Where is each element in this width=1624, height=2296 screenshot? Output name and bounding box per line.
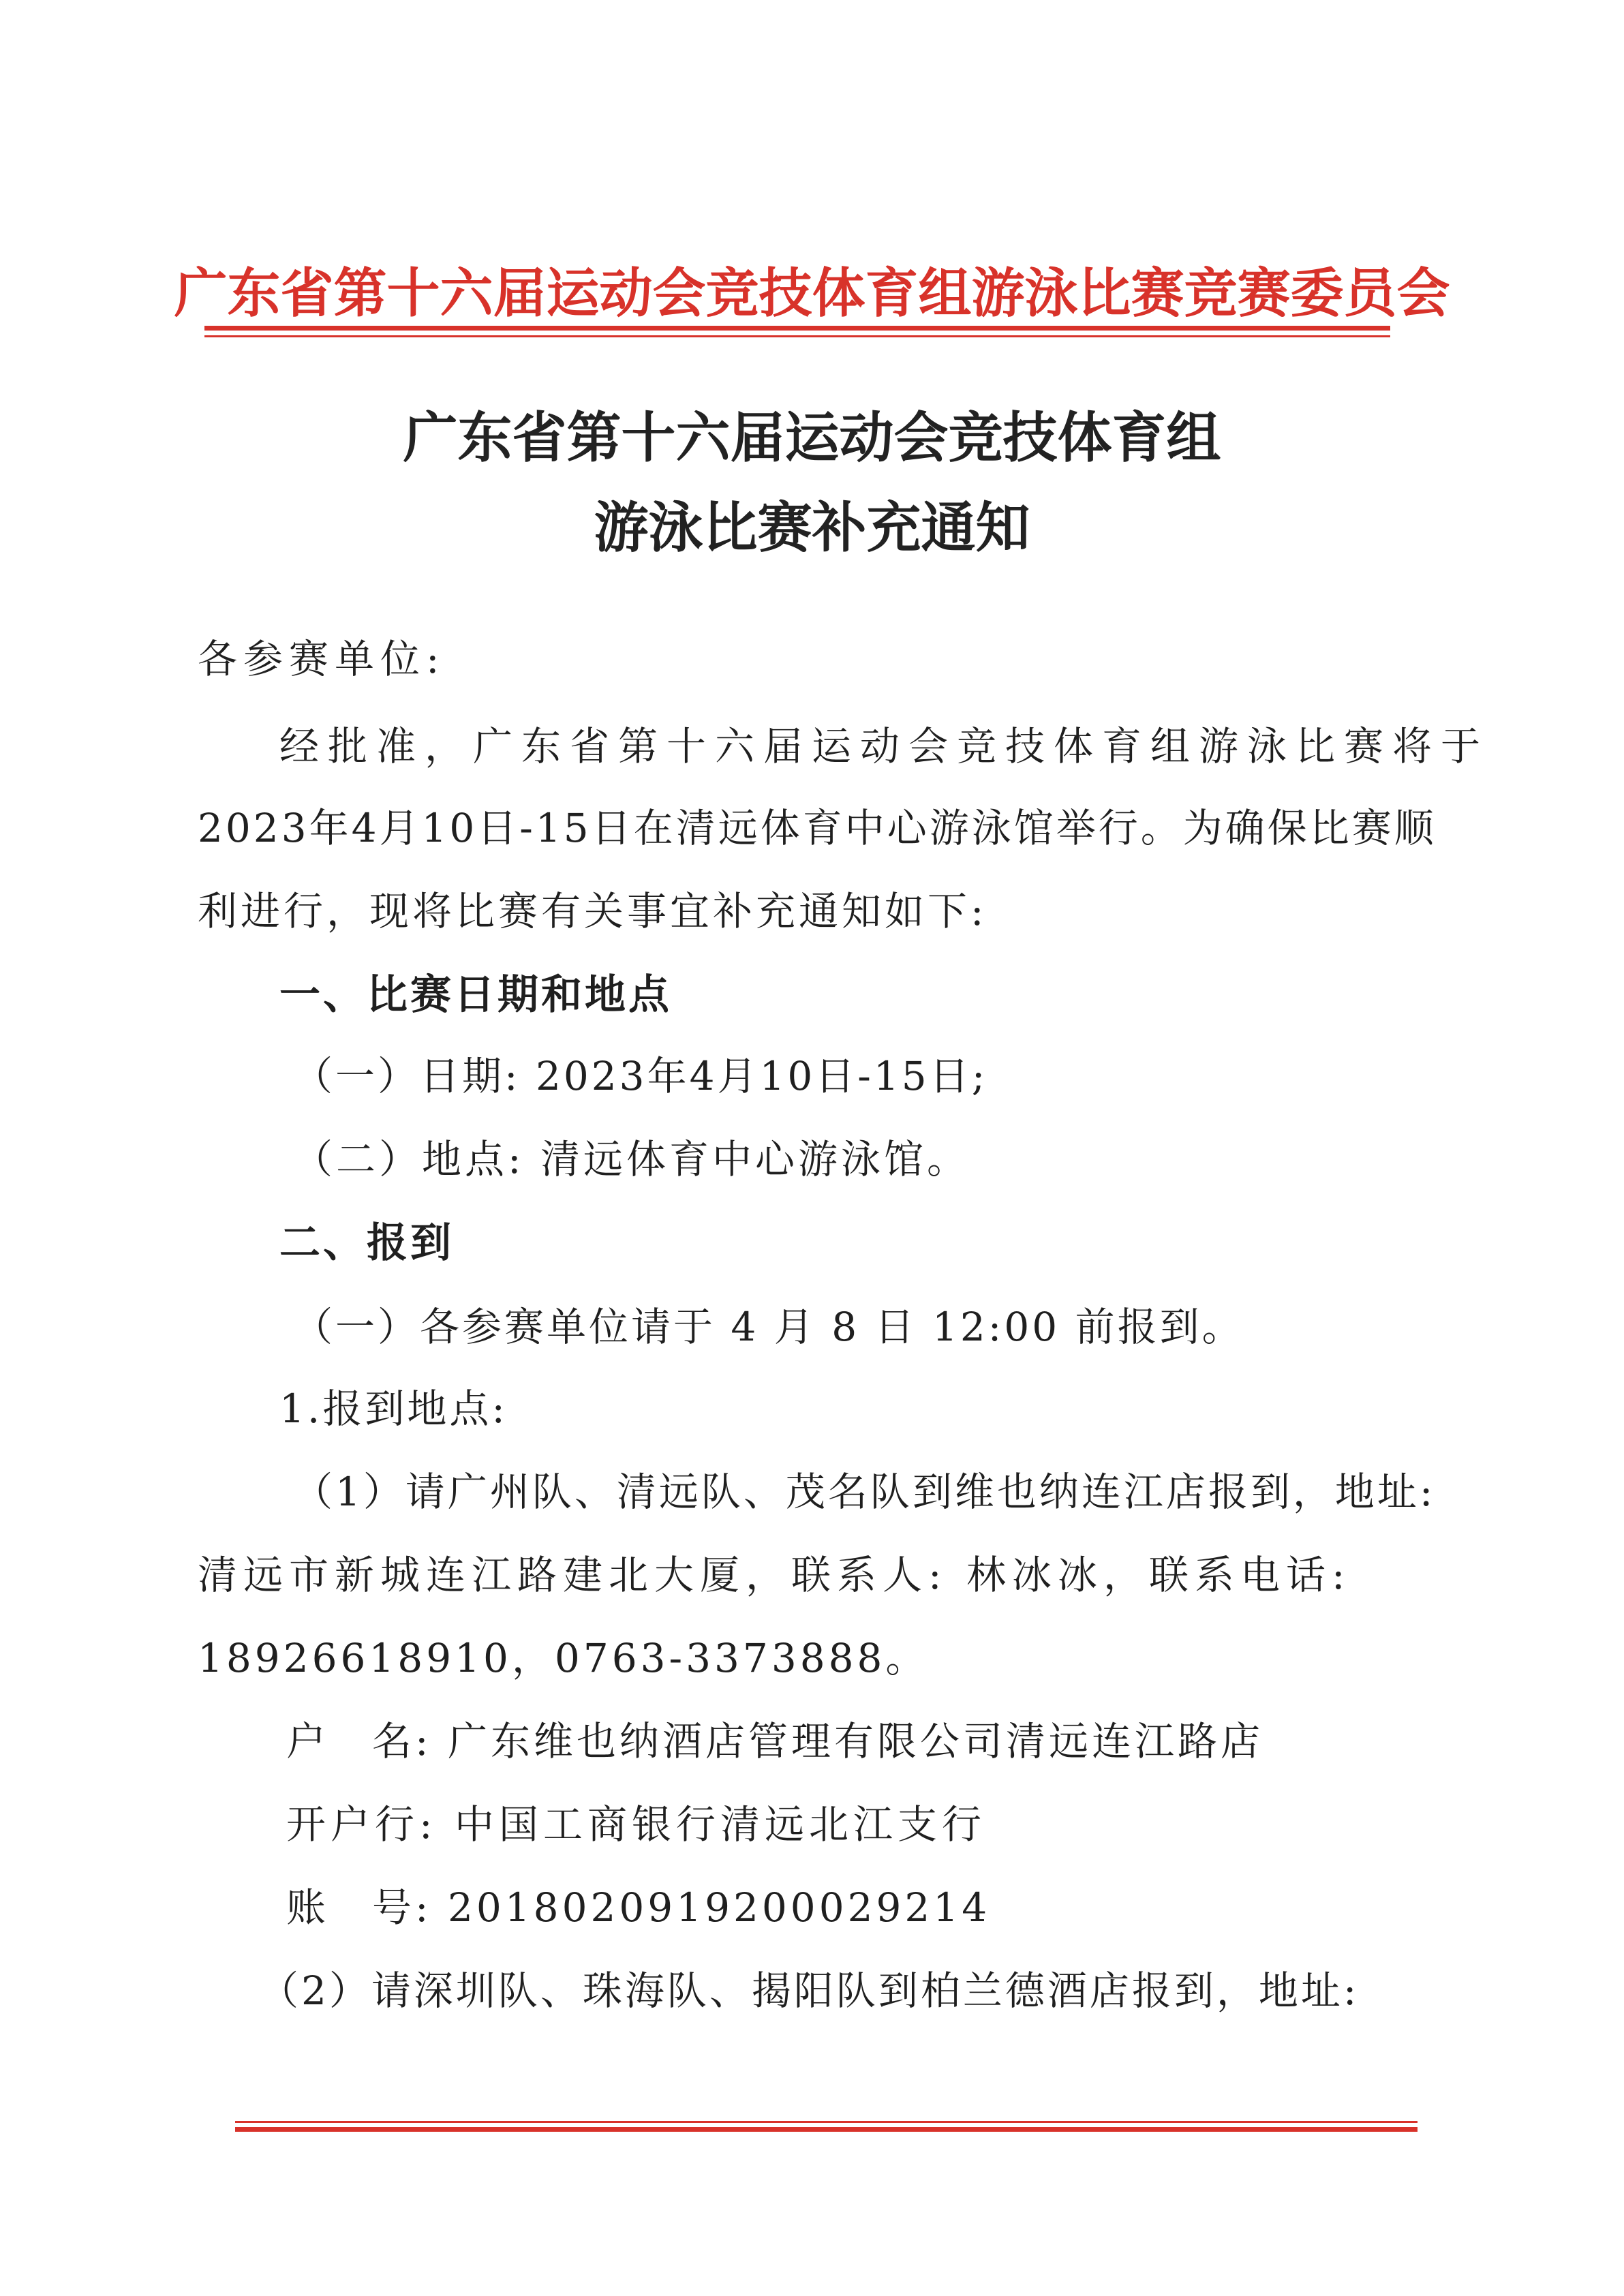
account-bank: 开户行: 中国工商银行清远北江支行 — [286, 1801, 986, 1848]
section1-heading: 一、比赛日期和地点 — [279, 971, 672, 1019]
intro-line-1: 经批准，广东省第十六届运动会竞技体育组游泳比赛将于 — [279, 723, 1490, 769]
section2-para2-line1: （2）请深圳队、珠海队、揭阳队到柏兰德酒店报到，地址: — [259, 1968, 1360, 2014]
header-divider-thin — [204, 335, 1390, 337]
section1-item-location: （二）地点: 清远体育中心游泳馆。 — [293, 1136, 970, 1182]
section2-para1-line1: （1）请广州队、清远队、茂名队到维也纳连江店报到，地址: — [293, 1469, 1436, 1515]
section2-sub-location: 1.报到地点: — [279, 1386, 508, 1432]
section2-para1-line3: 18926618910，0763-3373888。 — [198, 1635, 929, 1681]
salutation: 各参赛单位: — [198, 636, 446, 682]
intro-line-2: 2023年4月10日-15日在清远体育中心游泳馆举行。为确保比赛顺 — [198, 805, 1437, 851]
header-divider-thick — [204, 326, 1390, 331]
intro-line-3: 利进行，现将比赛有关事宜补充通知如下: — [198, 888, 987, 934]
document-title-line2: 游泳比赛补充通知 — [594, 495, 1030, 560]
footer-divider-thick — [235, 2127, 1418, 2132]
section2-para1-line2: 清远市新城连江路建北大厦，联系人: 林冰冰，联系电话: — [198, 1552, 1351, 1598]
section1-item-date: （一）日期: 2023年4月10日-15日; — [293, 1053, 988, 1099]
document-title-line1: 广东省第十六届运动会竞技体育组 — [403, 405, 1221, 470]
section2-item-checkin: （一）各参赛单位请于 4 月 8 日 12:00 前报到。 — [293, 1304, 1244, 1350]
org-header-title: 广东省第十六届运动会竞技体育组游泳比赛竞赛委员会 — [174, 263, 1450, 324]
section2-heading: 二、报到 — [279, 1219, 454, 1267]
account-number: 账 号: 2018020919200029214 — [286, 1884, 991, 1931]
footer-divider-thin — [235, 2121, 1418, 2123]
account-name: 户 名: 广东维也纳酒店管理有限公司清远连江路店 — [286, 1718, 1263, 1764]
